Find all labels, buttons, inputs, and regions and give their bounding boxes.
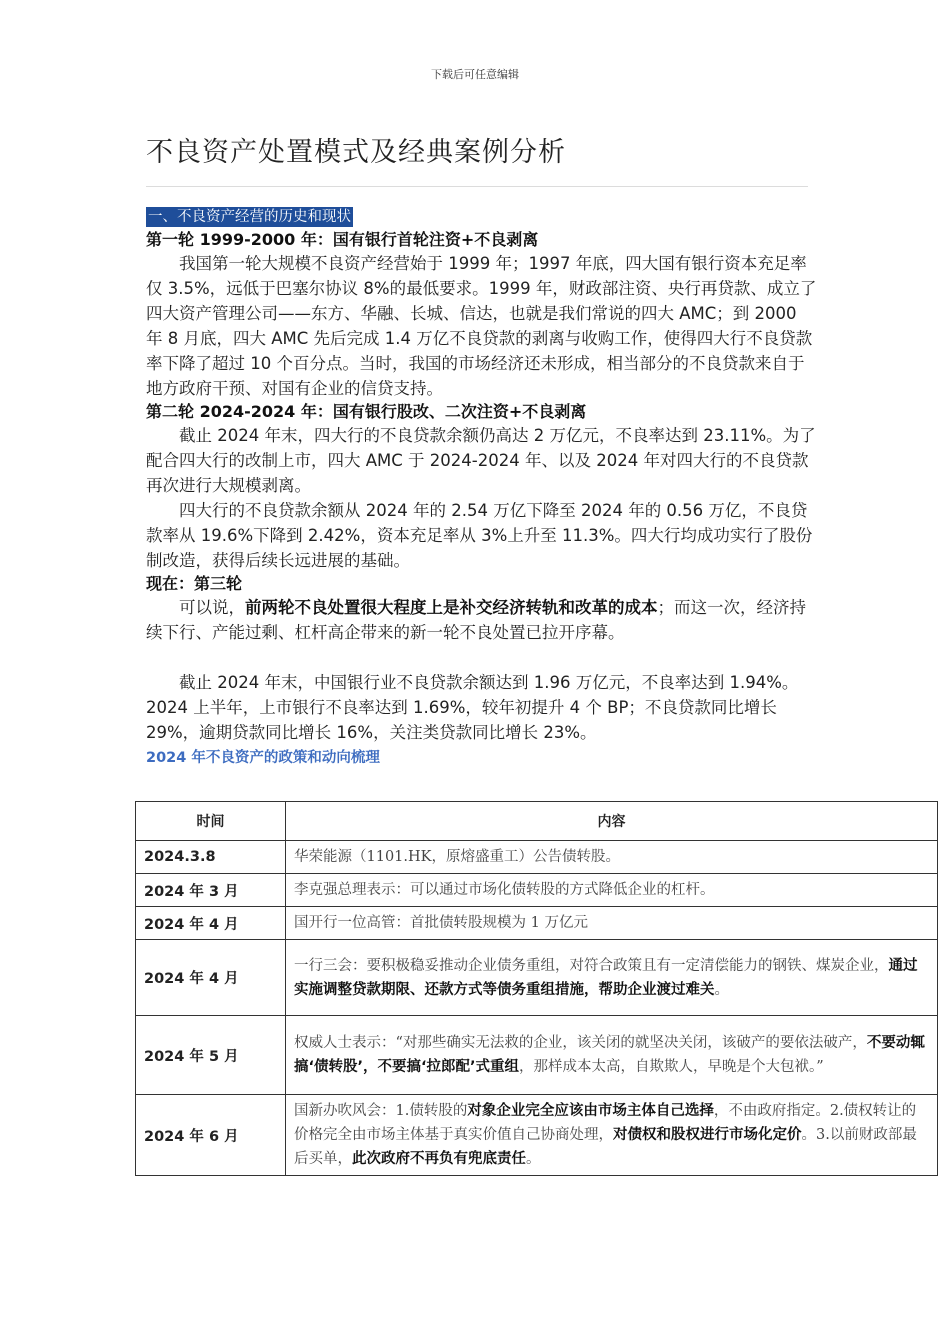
round3-paragraph-1 <box>146 595 818 645</box>
row-content-text: 。3.以前财政部最后买单， <box>294 1127 917 1167</box>
round1-paragraph: 我国第一轮大规模不良资产经营始于 1999 年；1997 年底，四大国有银行资本充足率仅 3.5%，远低于巴塞尔协议 8%的最低要求。1999 年，财政部注资、央行再贷款、成立了四大资产管理公司——东方、华融、长城、信达，也就是我们常说的四大 AMC；到 2000 年 8 月底，四大 AMC 先后完成 1.4 万亿不良贷款的剥离与收购工作，使得四大行不良贷款率下降了超过 10 个百分点。当时，我国的市场经济还未形成，相当部分的不良贷款来自于地方政府干预、对国有企业的信贷支持。 <box>146 254 817 398</box>
round3-p1-bold: 前两轮不良处置很大程度上是补交经济转轨和改革的成本 <box>245 598 658 617</box>
table-row <box>136 1016 938 1095</box>
header-content: 内容 <box>286 802 938 841</box>
row-date: 2024 年 3 月 <box>136 874 286 907</box>
row-content-bold: 对象企业完全应该由市场主体自己选择 <box>467 1103 714 1119</box>
table-title: 2024 年不良资产的政策和动向梳理 <box>146 750 380 766</box>
table-header-row <box>136 802 938 841</box>
table-row <box>136 874 938 907</box>
round1-heading: 第一轮 1999-2000 年：国有银行首轮注资+不良剥离 <box>146 230 539 249</box>
row-content-bold: 对债权和股权进行市场化定价 <box>613 1127 802 1143</box>
row-content <box>286 1095 938 1176</box>
row-content-text: ，那样成本太高，自欺欺人，早晚是个大包袱。” <box>519 1059 824 1075</box>
round3-p1-pre: 可以说， <box>179 598 245 617</box>
row-content-text: 国新办吹风会：1.债转股的 <box>294 1103 468 1119</box>
row-content-text: 国开行一位高管：首批债转股规模为 1 万亿元 <box>294 915 588 931</box>
row-content-bold: 通过实施调整贷款期限、还款方式等债务重组措施，帮助企业渡过难关 <box>294 957 918 998</box>
table-row <box>136 1095 938 1176</box>
round3-paragraph-2: 截止 2024 年末，中国银行业不良贷款余额达到 1.96 万亿元，不良率达到 1.94%。2024 上半年，上市银行不良率达到 1.69%，较年初提升 4 个 BP；不良贷款同比增长 29%，逾期贷款同比增长 16%，关注类贷款同比增长 23%。 <box>146 673 799 742</box>
table-body <box>136 841 938 1176</box>
row-content <box>286 1016 938 1095</box>
row-date: 2024.3.8 <box>136 841 286 874</box>
row-content-text: 权威人士表示：“对那些确实无法救的企业，该关闭的就坚决关闭，该破产的要依法破产， <box>294 1035 867 1051</box>
row-content-text: 华荣能源（1101.HK，原熔盛重工）公告债转股。 <box>294 849 620 865</box>
table-row <box>136 907 938 940</box>
round2-heading: 第二轮 2024-2024 年：国有银行股改、二次注资+不良剥离 <box>146 402 587 421</box>
document-body <box>146 206 818 769</box>
round2-paragraph-2: 四大行的不良贷款余额从 2024 年的 2.54 万亿下降至 2024 年的 0.56 万亿，不良贷款率从 19.6%下降到 2.42%，资本充足率从 3%上升至 11.3%。四大行均成功实行了股份制改造，获得后续长远进展的基础。 <box>146 501 813 570</box>
paragraph-gap <box>146 645 818 670</box>
row-content-text: 。 <box>714 981 729 998</box>
title-divider <box>146 186 808 187</box>
row-content <box>286 874 938 907</box>
row-content <box>286 841 938 874</box>
row-content-bold: 此次政府不再负有兜底责任 <box>352 1151 526 1167</box>
row-content-text: 李克强总理表示：可以通过市场化债转股的方式降低企业的杠杆。 <box>294 882 715 898</box>
row-content <box>286 940 938 1016</box>
row-content-text: 一行三会：要积极稳妥推动企业债务重组，对符合政策且有一定清偿能力的钢铁、煤炭企业， <box>294 957 889 974</box>
row-content-bold: 不要动辄搞‘债转股’，不要搞‘拉郎配’式重组 <box>294 1035 925 1075</box>
round2-paragraph-1: 截止 2024 年末，四大行的不良贷款余额仍高达 2 万亿元，不良率达到 23.11%。为了配合四大行的改制上市，四大 AMC 于 2024-2024 年、以及 2024 年对四大行的不良贷款再次进行大规模剥离。 <box>146 426 816 495</box>
row-date: 2024 年 6 月 <box>136 1095 286 1176</box>
document-title: 不良资产处置模式及经典案例分析 <box>146 137 566 168</box>
table-row <box>136 940 938 1016</box>
section-heading: 一、不良资产经营的历史和现状 <box>148 209 351 225</box>
policy-table <box>135 801 938 1176</box>
header-time: 时间 <box>136 802 286 841</box>
round3-heading: 现在：第三轮 <box>146 574 243 593</box>
round3-p1-post: ；而这一次，经济持续下行、产能过剩、杠杆高企带来的新一轮不良处置已拉开序幕。 <box>146 598 806 642</box>
row-date: 2024 年 5 月 <box>136 1016 286 1095</box>
row-content-text: 。 <box>526 1151 541 1167</box>
header-note: 下载后可任意编辑 <box>431 68 519 81</box>
row-date: 2024 年 4 月 <box>136 907 286 940</box>
row-content <box>286 907 938 940</box>
table-row <box>136 841 938 874</box>
row-content-text: ，不由政府指定。2.债权转让的价格完全由市场主体基于真实价值自己协商处理， <box>294 1103 917 1143</box>
row-date: 2024 年 4 月 <box>136 940 286 1016</box>
